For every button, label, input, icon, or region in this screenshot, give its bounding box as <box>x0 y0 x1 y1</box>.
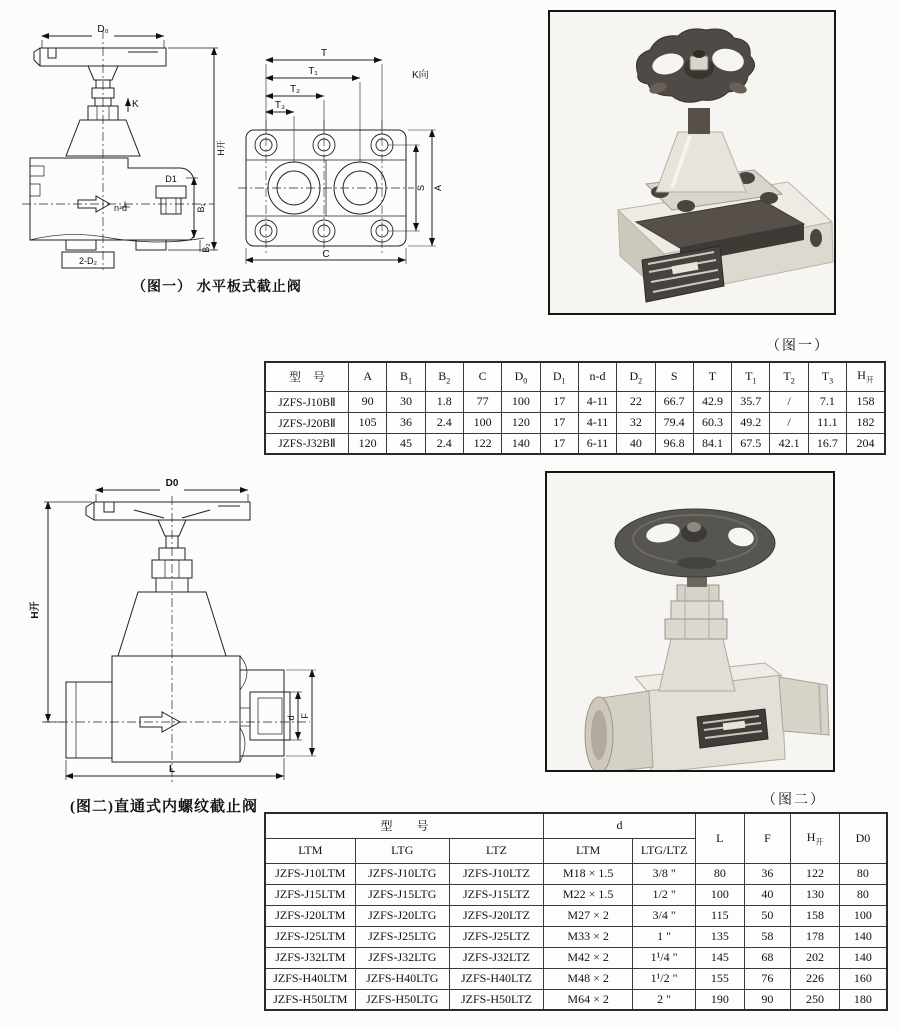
value-cell: 140 <box>502 433 540 454</box>
value-cell: JZFS-J20LTG <box>355 905 449 926</box>
value-cell: 2.4 <box>425 433 463 454</box>
value-cell: 30 <box>387 391 425 412</box>
dim-label-nd: n-d <box>114 203 128 213</box>
dim-label-d: d <box>286 715 296 721</box>
dim-label-t1: T₁ <box>308 66 318 77</box>
value-cell: 90 <box>349 391 387 412</box>
value-cell: 17 <box>540 433 578 454</box>
value-cell: 67.5 <box>732 433 770 454</box>
figure1-photo <box>548 10 836 315</box>
column-header: $H_开$ <box>791 813 840 863</box>
value-cell: JZFS-H50LTG <box>355 989 449 1010</box>
value-cell: 202 <box>791 947 840 968</box>
column-header: F <box>744 813 791 863</box>
value-cell: JZFS-J15LTG <box>355 884 449 905</box>
column-header: $B_1$ <box>387 362 425 391</box>
figure2-photo <box>545 471 835 772</box>
value-cell: 80 <box>839 884 887 905</box>
model-cell: JZFS-H50LTM <box>265 989 355 1010</box>
value-cell: 120 <box>502 412 540 433</box>
value-cell: 1/2 " <box>633 884 696 905</box>
model-cell: JZFS-J15LTM <box>265 884 355 905</box>
dim-label-k: K <box>132 99 139 110</box>
value-cell: 35.7 <box>732 391 770 412</box>
dim-label-t: T <box>320 48 328 59</box>
value-cell: 2.4 <box>425 412 463 433</box>
column-header: T <box>693 362 731 391</box>
value-cell: 204 <box>847 433 885 454</box>
value-cell: JZFS-J10LTG <box>355 863 449 884</box>
value-cell: 11.1 <box>808 412 846 433</box>
value-cell: M64 × 2 <box>544 989 633 1010</box>
value-cell: / <box>770 412 808 433</box>
dim-label-t2: T₂ <box>290 84 300 95</box>
table-row <box>265 905 887 926</box>
dim-label-a: A <box>433 184 443 192</box>
value-cell: 105 <box>349 412 387 433</box>
value-cell: 22 <box>617 391 655 412</box>
figure2-dimension-table <box>264 812 888 1011</box>
value-cell: 32 <box>617 412 655 433</box>
table-row <box>265 391 885 412</box>
value-cell: 180 <box>839 989 887 1010</box>
value-cell: 49.2 <box>732 412 770 433</box>
value-cell: 190 <box>696 989 745 1010</box>
column-header: d <box>544 813 696 838</box>
figure1-dimension-table <box>264 361 886 455</box>
value-cell: 158 <box>847 391 885 412</box>
value-cell: 68 <box>744 947 791 968</box>
column-header: n-d <box>578 362 616 391</box>
value-cell: 115 <box>696 905 745 926</box>
column-header: LTM <box>265 838 355 863</box>
value-cell: 182 <box>847 412 885 433</box>
value-cell: 140 <box>839 947 887 968</box>
value-cell: M22 × 1.5 <box>544 884 633 905</box>
value-cell: 158 <box>791 905 840 926</box>
dim-label-d0: D0 <box>165 478 179 489</box>
value-cell: 17 <box>540 391 578 412</box>
column-header: LTG <box>355 838 449 863</box>
value-cell: 160 <box>839 968 887 989</box>
value-cell: M42 × 2 <box>544 947 633 968</box>
model-cell: JZFS-J20LTM <box>265 905 355 926</box>
column-header: D0 <box>839 813 887 863</box>
value-cell: 36 <box>744 863 791 884</box>
table-row <box>265 947 887 968</box>
column-header: $H_开$ <box>847 362 885 391</box>
model-cell: JZFS-J25LTM <box>265 926 355 947</box>
value-cell: 3/8 " <box>633 863 696 884</box>
value-cell: 100 <box>463 412 501 433</box>
value-cell: M48 × 2 <box>544 968 633 989</box>
model-cell: JZFS-J10LTM <box>265 863 355 884</box>
value-cell: 77 <box>463 391 501 412</box>
valve-photo-illustration-1 <box>550 12 834 313</box>
value-cell: 3/4 " <box>633 905 696 926</box>
value-cell: 6-11 <box>578 433 616 454</box>
value-cell: M33 × 2 <box>544 926 633 947</box>
value-cell: 45 <box>387 433 425 454</box>
value-cell: 16.7 <box>808 433 846 454</box>
value-cell: 36 <box>387 412 425 433</box>
dim-label-b2: B₂ <box>201 243 211 253</box>
dim-label-h-open: H开 <box>30 601 41 619</box>
column-header: $T_3$ <box>808 362 846 391</box>
model-cell: JZFS-J32LTM <box>265 947 355 968</box>
table-row <box>265 989 887 1010</box>
dim-label-d0: D₀ <box>97 24 109 35</box>
value-cell: 50 <box>744 905 791 926</box>
table-row <box>265 412 885 433</box>
column-header: $D_0$ <box>502 362 540 391</box>
figure2-tag: （图二） <box>762 793 826 808</box>
dim-label-c: C <box>322 249 330 260</box>
value-cell: 226 <box>791 968 840 989</box>
value-cell: 96.8 <box>655 433 693 454</box>
value-cell: 155 <box>696 968 745 989</box>
value-cell: 100 <box>839 905 887 926</box>
header-row <box>265 362 885 391</box>
dim-label-s: S <box>416 184 426 192</box>
value-cell: 145 <box>696 947 745 968</box>
value-cell: 4-11 <box>578 391 616 412</box>
value-cell: JZFS-J15LTZ <box>449 884 543 905</box>
figure2-caption: (图二)直通式内螺纹截止阀 <box>70 799 258 815</box>
value-cell: 122 <box>463 433 501 454</box>
dim-label-2d2: 2-D₂ <box>79 256 97 266</box>
column-header: LTM <box>544 838 633 863</box>
column-header: S <box>655 362 693 391</box>
value-cell: 135 <box>696 926 745 947</box>
figure1-caption: （图一） 水平板式截止阀 <box>132 278 302 294</box>
table-row <box>265 863 887 884</box>
dim-label-b1: B₁ <box>196 203 206 213</box>
value-cell: 76 <box>744 968 791 989</box>
table-row <box>265 968 887 989</box>
value-cell: JZFS-J32LTG <box>355 947 449 968</box>
value-cell: / <box>770 391 808 412</box>
value-cell: 40 <box>617 433 655 454</box>
value-cell: JZFS-H40LTG <box>355 968 449 989</box>
value-cell: 130 <box>791 884 840 905</box>
value-cell: JZFS-H40LTZ <box>449 968 543 989</box>
value-cell: 100 <box>502 391 540 412</box>
value-cell: 100 <box>696 884 745 905</box>
table-row <box>265 884 887 905</box>
valve-photo-illustration-2 <box>547 473 833 770</box>
value-cell: JZFS-J25LTG <box>355 926 449 947</box>
column-header: A <box>349 362 387 391</box>
value-cell: 79.4 <box>655 412 693 433</box>
dim-label-f: F <box>300 713 310 719</box>
value-cell: JZFS-J20LTZ <box>449 905 543 926</box>
value-cell: M18 × 1.5 <box>544 863 633 884</box>
value-cell: 80 <box>696 863 745 884</box>
value-cell: 250 <box>791 989 840 1010</box>
value-cell: 66.7 <box>655 391 693 412</box>
value-cell: M27 × 2 <box>544 905 633 926</box>
value-cell: 1.8 <box>425 391 463 412</box>
column-header: $T_2$ <box>770 362 808 391</box>
value-cell: JZFS-J10LTZ <box>449 863 543 884</box>
value-cell: 4-11 <box>578 412 616 433</box>
value-cell: 80 <box>839 863 887 884</box>
value-cell: 120 <box>349 433 387 454</box>
value-cell: 58 <box>744 926 791 947</box>
dim-label-d1: D1 <box>165 174 177 184</box>
view-label-k: K向 <box>412 70 429 81</box>
column-header: 型 号 <box>265 362 349 391</box>
value-cell: JZFS-J25LTZ <box>449 926 543 947</box>
value-cell: 90 <box>744 989 791 1010</box>
value-cell: JZFS-J32LTZ <box>449 947 543 968</box>
value-cell: 40 <box>744 884 791 905</box>
dim-label-t3: T₃ <box>274 100 286 111</box>
column-header: 型 号 <box>265 813 544 838</box>
model-cell: JZFS-H40LTM <box>265 968 355 989</box>
figure1-tag: （图一） <box>766 339 830 354</box>
value-cell: 7.1 <box>808 391 846 412</box>
column-header: $D_1$ <box>540 362 578 391</box>
value-cell: 2 " <box>633 989 696 1010</box>
column-header: LTZ <box>449 838 543 863</box>
model-cell: JZFS-J32BⅡ <box>265 433 349 454</box>
value-cell: 60.3 <box>693 412 731 433</box>
table-row <box>265 926 887 947</box>
value-cell: 1 " <box>633 926 696 947</box>
model-cell: JZFS-J20BⅡ <box>265 412 349 433</box>
value-cell: 42.9 <box>693 391 731 412</box>
figure2-technical-drawing <box>22 470 322 790</box>
figure1-technical-drawing <box>8 8 448 276</box>
column-header: C <box>463 362 501 391</box>
value-cell: 178 <box>791 926 840 947</box>
value-cell: 122 <box>791 863 840 884</box>
value-cell: 1¹/4 " <box>633 947 696 968</box>
column-header: LTG/LTZ <box>633 838 696 863</box>
dim-label-l: L <box>168 764 176 775</box>
model-cell: JZFS-J10BⅡ <box>265 391 349 412</box>
value-cell: 140 <box>839 926 887 947</box>
dim-label-h-open: H开 <box>216 140 226 156</box>
value-cell: 42.1 <box>770 433 808 454</box>
header-row <box>265 813 887 838</box>
column-header: $B_2$ <box>425 362 463 391</box>
value-cell: JZFS-H50LTZ <box>449 989 543 1010</box>
value-cell: 84.1 <box>693 433 731 454</box>
column-header: L <box>696 813 745 863</box>
table-row <box>265 433 885 454</box>
value-cell: 17 <box>540 412 578 433</box>
column-header: $D_2$ <box>617 362 655 391</box>
column-header: $T_1$ <box>732 362 770 391</box>
value-cell: 1¹/2 " <box>633 968 696 989</box>
